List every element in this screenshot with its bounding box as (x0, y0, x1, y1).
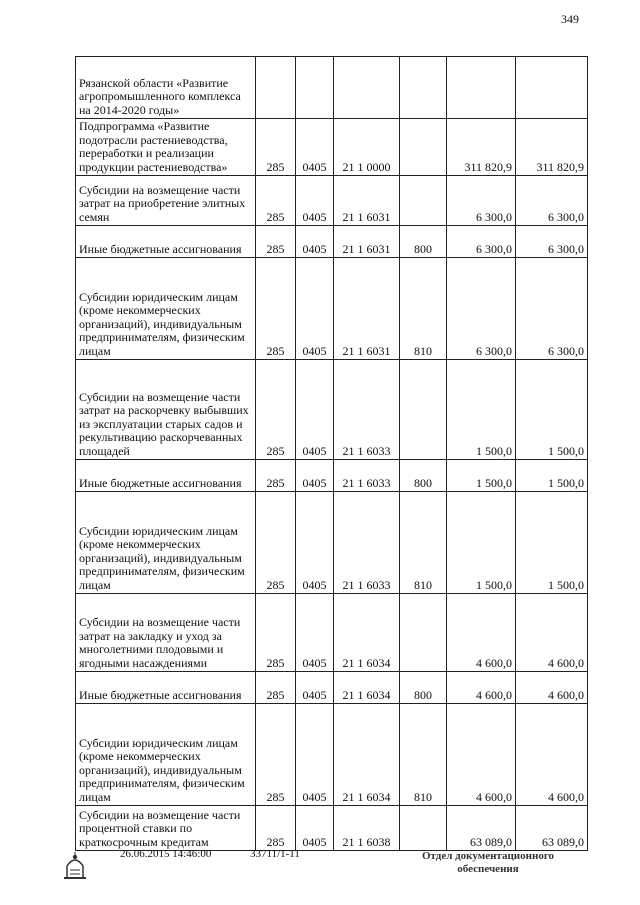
cell-article-code: 21 1 6031 (334, 258, 400, 360)
cell-expense-type: 810 (400, 258, 447, 360)
cell-org-code: 285 (256, 226, 296, 258)
cell-org-code: 285 (256, 594, 296, 672)
cell-amount-1 (447, 57, 516, 119)
cell-name: Субсидии на возмещение части затрат на раскорчевку выбывших из эксплуатации старых садов и рекультивацию раскорчеванных площадей (76, 360, 256, 460)
cell-name: Иные бюджетные ассигнования (76, 226, 256, 258)
cell-name: Субсидии юридическим лицам (кроме некоммерческих организаций), индивидуальным предпринимателям, физическим лицам (76, 704, 256, 806)
cell-amount-2: 1 500,0 (516, 360, 588, 460)
cell-org-code: 285 (256, 360, 296, 460)
cell-amount-1: 4 600,0 (447, 594, 516, 672)
cell-amount-1: 6 300,0 (447, 258, 516, 360)
cell-expense-type (400, 594, 447, 672)
cell-section-code (296, 57, 334, 119)
cell-org-code: 285 (256, 460, 296, 492)
table-row (76, 594, 588, 672)
cell-amount-1: 4 600,0 (447, 672, 516, 704)
table-row (76, 226, 588, 258)
cell-name: Иные бюджетные ассигнования (76, 672, 256, 704)
cell-amount-2: 6 300,0 (516, 226, 588, 258)
cell-article-code: 21 1 6034 (334, 594, 400, 672)
cell-name: Субсидии юридическим лицам (кроме некоммерческих организаций), индивидуальным предпринимателям, физическим лицам (76, 258, 256, 360)
cell-article-code: 21 1 6034 (334, 704, 400, 806)
cell-name: Подпрограмма «Развитие подотрасли растениеводства, переработки и реализации продукции растениеводства» (76, 119, 256, 176)
cell-org-code: 285 (256, 176, 296, 226)
cell-amount-2: 4 600,0 (516, 672, 588, 704)
cell-section-code: 0405 (296, 176, 334, 226)
cell-section-code: 0405 (296, 594, 334, 672)
cell-article-code: 21 1 6031 (334, 226, 400, 258)
cell-article-code: 21 1 6038 (334, 806, 400, 851)
footer-doc-id: 33711/1-11 (250, 848, 300, 860)
cell-section-code: 0405 (296, 226, 334, 258)
cell-amount-1: 4 600,0 (447, 704, 516, 806)
cell-org-code: 285 (256, 704, 296, 806)
cell-section-code: 0405 (296, 258, 334, 360)
cell-org-code: 285 (256, 258, 296, 360)
table-row (76, 672, 588, 704)
cell-name: Субсидии на возмещение части процентной ставки по краткосрочным кредитам (76, 806, 256, 851)
cell-amount-2: 6 300,0 (516, 258, 588, 360)
cell-amount-1: 1 500,0 (447, 360, 516, 460)
cell-expense-type: 800 (400, 672, 447, 704)
emblem-icon (58, 848, 92, 882)
cell-org-code: 285 (256, 672, 296, 704)
cell-expense-type: 800 (400, 460, 447, 492)
table-row (76, 460, 588, 492)
table-row (76, 704, 588, 806)
cell-amount-2: 4 600,0 (516, 704, 588, 806)
cell-name: Рязанской области «Развитие агропромышленного комплекса на 2014-2020 годы» (76, 57, 256, 119)
cell-expense-type (400, 57, 447, 119)
table-row (76, 492, 588, 594)
cell-article-code: 21 1 6033 (334, 460, 400, 492)
cell-amount-2 (516, 57, 588, 119)
cell-org-code: 285 (256, 492, 296, 594)
cell-expense-type: 810 (400, 704, 447, 806)
cell-amount-1: 6 300,0 (447, 176, 516, 226)
cell-amount-2: 1 500,0 (516, 492, 588, 594)
cell-section-code: 0405 (296, 492, 334, 594)
cell-name: Субсидии юридическим лицам (кроме некоммерческих организаций), индивидуальным предпринимателям, физическим лицам (76, 492, 256, 594)
cell-expense-type: 800 (400, 226, 447, 258)
cell-amount-2: 63 089,0 (516, 806, 588, 851)
cell-section-code: 0405 (296, 460, 334, 492)
cell-article-code: 21 1 6034 (334, 672, 400, 704)
cell-article-code: 21 1 0000 (334, 119, 400, 176)
footer-department: Отдел документационного обеспечения (421, 850, 555, 875)
cell-expense-type (400, 806, 447, 851)
cell-amount-2: 4 600,0 (516, 594, 588, 672)
cell-amount-2: 1 500,0 (516, 460, 588, 492)
cell-amount-1: 311 820,9 (447, 119, 516, 176)
table-row (76, 258, 588, 360)
cell-amount-1: 63 089,0 (447, 806, 516, 851)
cell-expense-type (400, 176, 447, 226)
cell-org-code (256, 57, 296, 119)
budget-table (75, 56, 588, 851)
table-row (76, 806, 588, 851)
cell-article-code (334, 57, 400, 119)
cell-section-code: 0405 (296, 806, 334, 851)
cell-article-code: 21 1 6031 (334, 176, 400, 226)
cell-expense-type (400, 119, 447, 176)
cell-section-code: 0405 (296, 672, 334, 704)
cell-article-code: 21 1 6033 (334, 492, 400, 594)
cell-section-code: 0405 (296, 360, 334, 460)
table-row (76, 360, 588, 460)
cell-section-code: 0405 (296, 119, 334, 176)
table-row (76, 57, 588, 119)
cell-section-code: 0405 (296, 704, 334, 806)
cell-name: Субсидии на возмещение части затрат на закладку и уход за многолетними плодовыми и ягодными насаждениями (76, 594, 256, 672)
cell-expense-type (400, 360, 447, 460)
table-row (76, 176, 588, 226)
cell-name: Иные бюджетные ассигнования (76, 460, 256, 492)
cell-amount-1: 1 500,0 (447, 460, 516, 492)
cell-expense-type: 810 (400, 492, 447, 594)
cell-amount-1: 6 300,0 (447, 226, 516, 258)
cell-amount-2: 311 820,9 (516, 119, 588, 176)
table-row (76, 119, 588, 176)
budget-table-body (76, 57, 588, 851)
cell-article-code: 21 1 6033 (334, 360, 400, 460)
cell-org-code: 285 (256, 119, 296, 176)
cell-amount-2: 6 300,0 (516, 176, 588, 226)
cell-org-code: 285 (256, 806, 296, 851)
cell-name: Субсидии на возмещение части затрат на приобретение элитных семян (76, 176, 256, 226)
cell-amount-1: 1 500,0 (447, 492, 516, 594)
page-number: 349 (561, 12, 579, 26)
footer-datetime: 26.06.2015 14:46:00 (120, 848, 212, 860)
